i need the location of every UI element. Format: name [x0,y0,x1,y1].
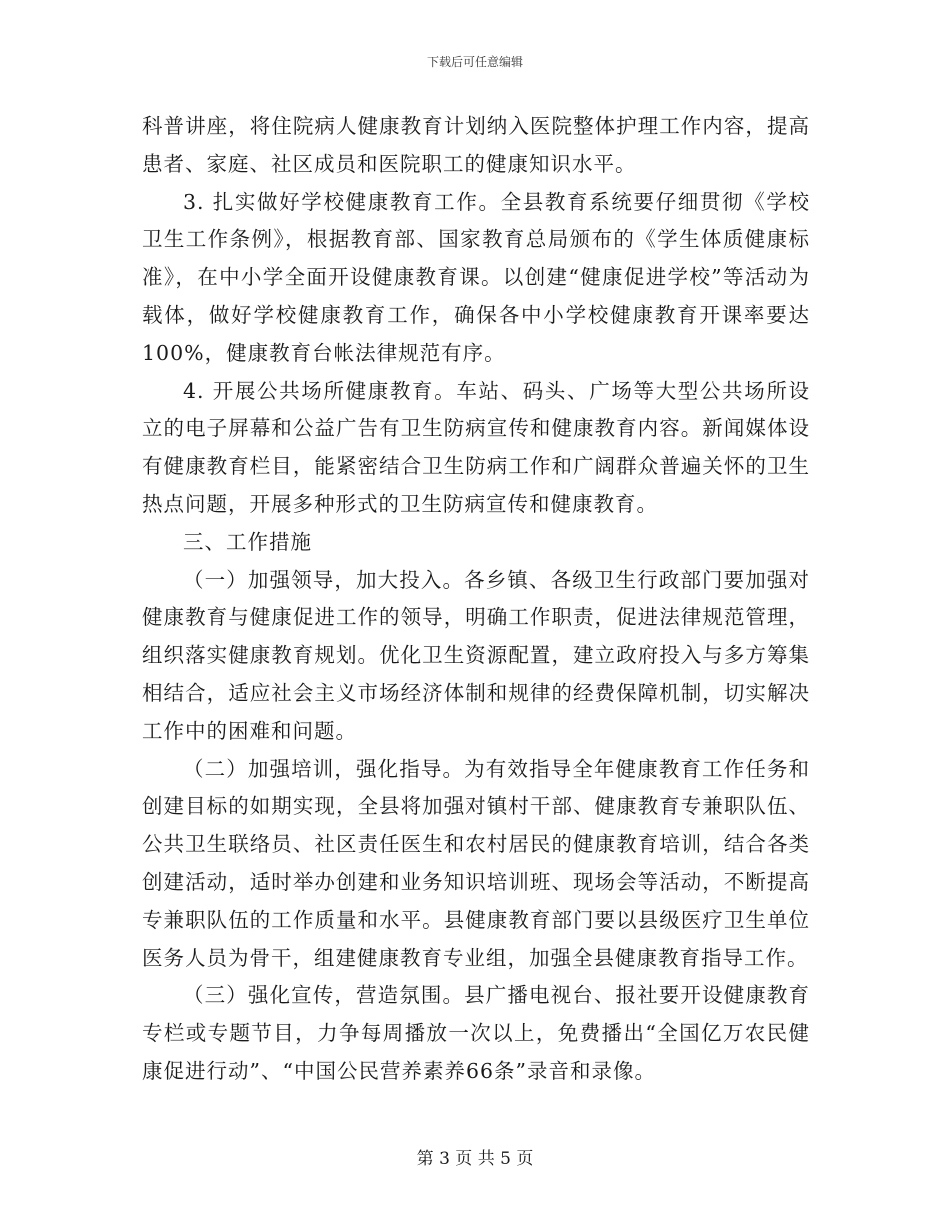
paragraph-publicity-atmosphere: （三）强化宣传，营造氛围。县广播电视台、报社要开设健康教育专栏或专题节目，力争每周播放一次以上，免费播出“全国亿万农民健康促进行动”、“中国公民营养素养66条”录音和录像。 [142,983,810,1083]
section-heading-work-measures: 三、工作措施 [183,529,312,554]
page-header-note: 下载后可任意编辑 [426,55,523,69]
paragraph-leadership-investment: （一）加强领导，加大投入。各乡镇、各级卫生行政部门要加强对健康教育与健康促进工作的领导，明确工作职责，促进法律规范管理，组织落实健康教育规划。优化卫生资源配置，建立政府投入与多方筹集相结合，适应社会主义市场经济体制和规律的经费保障机制，切实解决工作中的困难和问题。 [142,567,810,743]
paragraph-training-guidance: （二）加强培训，强化指导。为有效指导全年健康教育工作任务和创建目标的如期实现，全县将加强对镇村干部、健康教育专兼职队伍、公共卫生联络员、社区责任医生和农村居民的健康教育培训，结合各类创建活动，适时举办创建和业务知识培训班、现场会等活动，不断提高专兼职队伍的工作质量和水平。县健康教育部门要以县级医疗卫生单位医务人员为骨干，组建健康教育专业组，加强全县健康教育指导工作。 [142,756,810,970]
paragraph-school-health-education: 3. 扎实做好学校健康教育工作。全县教育系统要仔细贯彻《学校卫生工作条例》，根据教育部、国家教育总局颁布的《学生体质健康标准》，在中小学全面开设健康教育课。以创建“健康促进学校”等活动为载体，做好学校健康教育工作，确保各中小学校健康教育开课率要达100%，健康教育台帐法律规范有序。 [142,189,810,365]
document-body [142,108,810,1091]
paragraph-public-places-health-education: 4. 开展公共场所健康教育。车站、码头、广场等大型公共场所设立的电子屏幕和公益广告有卫生防病宣传和健康教育内容。新闻媒体设有健康教育栏目，能紧密结合卫生防病工作和广阔群众普遍关怀的卫生热点问题，开展多种形式的卫生防病宣传和健康教育。 [142,378,810,516]
paragraph-continuation: 科普讲座，将住院病人健康教育计划纳入医院整体护理工作内容，提高患者、家庭、社区成员和医院职工的健康知识水平。 [142,114,810,176]
page-number: 第 3 页 共 5 页 [416,1149,534,1169]
